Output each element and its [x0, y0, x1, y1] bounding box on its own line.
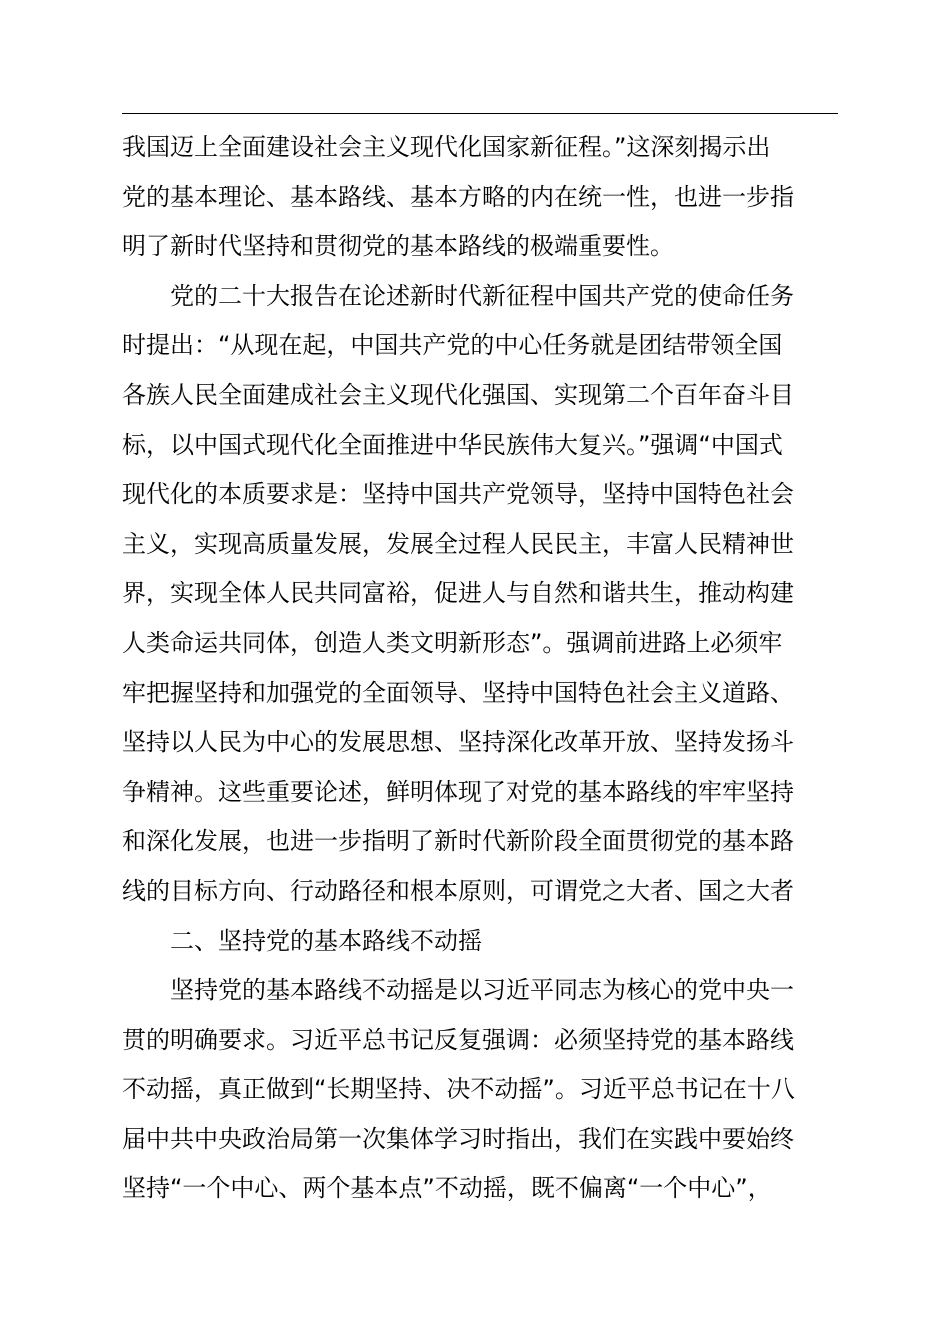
text-line: 届中共中央政治局第一次集体学习时指出，我们在实践中要始终: [122, 1124, 794, 1153]
paragraph-start-line: 坚持党的基本路线不动摇是以习近平同志为核心的党中央一: [170, 976, 794, 1005]
text-line: 我国迈上全面建设社会主义现代化国家新征程。”这深刻揭示出: [122, 133, 771, 161]
section-heading: 二、坚持党的基本路线不动摇: [170, 926, 482, 955]
text-line: 争精神。这些重要论述，鲜明体现了对党的基本路线的牢牢坚持: [122, 777, 794, 806]
text-line: 线的目标方向、行动路径和根本原则，可谓党之大者、国之大者: [122, 876, 794, 905]
text-line: 时提出：“从现在起，中国共产党的中心任务就是团结带领全国: [122, 331, 783, 360]
text-line: 人类命运共同体，创造人类文明新形态”。强调前进路上必须牢: [122, 628, 783, 657]
text-line: 明了新时代坚持和贯彻党的基本路线的极端重要性。: [122, 232, 674, 261]
text-line: 主义，实现高质量发展，发展全过程人民民主，丰富人民精神世: [122, 529, 794, 558]
text-line: 现代化的本质要求是：坚持中国共产党领导，坚持中国特色社会: [122, 480, 794, 509]
text-line: 不动摇，真正做到“长期坚持、决不动摇”。习近平总书记在十八: [122, 1075, 795, 1104]
paragraph-start-line: 党的二十大报告在论述新时代新征程中国共产党的使命任务: [170, 281, 794, 310]
text-line: 坚持“一个中心、两个基本点”不动摇，既不偏离“一个中心”，: [122, 1174, 772, 1203]
text-line: 界，实现全体人民共同富裕，促进人与自然和谐共生，推动构建: [122, 579, 794, 608]
text-line: 和深化发展，也进一步指明了新时代新阶段全面贯彻党的基本路: [122, 827, 794, 856]
text-line: 各族人民全面建成社会主义现代化强国、实现第二个百年奋斗目: [122, 380, 794, 409]
text-line: 党的基本理论、基本路线、基本方略的内在统一性，也进一步指: [122, 182, 794, 211]
text-line: 牢把握坚持和加强党的全面领导、坚持中国特色社会主义道路、: [122, 678, 794, 707]
header-rule: [122, 113, 838, 114]
document-body: [122, 123, 838, 1214]
text-line: 坚持以人民为中心的发展思想、坚持深化改革开放、坚持发扬斗: [122, 728, 794, 757]
text-line: 贯的明确要求。习近平总书记反复强调：必须坚持党的基本路线: [122, 1025, 794, 1054]
text-line: 标，以中国式现代化全面推进中华民族伟大复兴。”强调“中国式: [122, 430, 783, 459]
